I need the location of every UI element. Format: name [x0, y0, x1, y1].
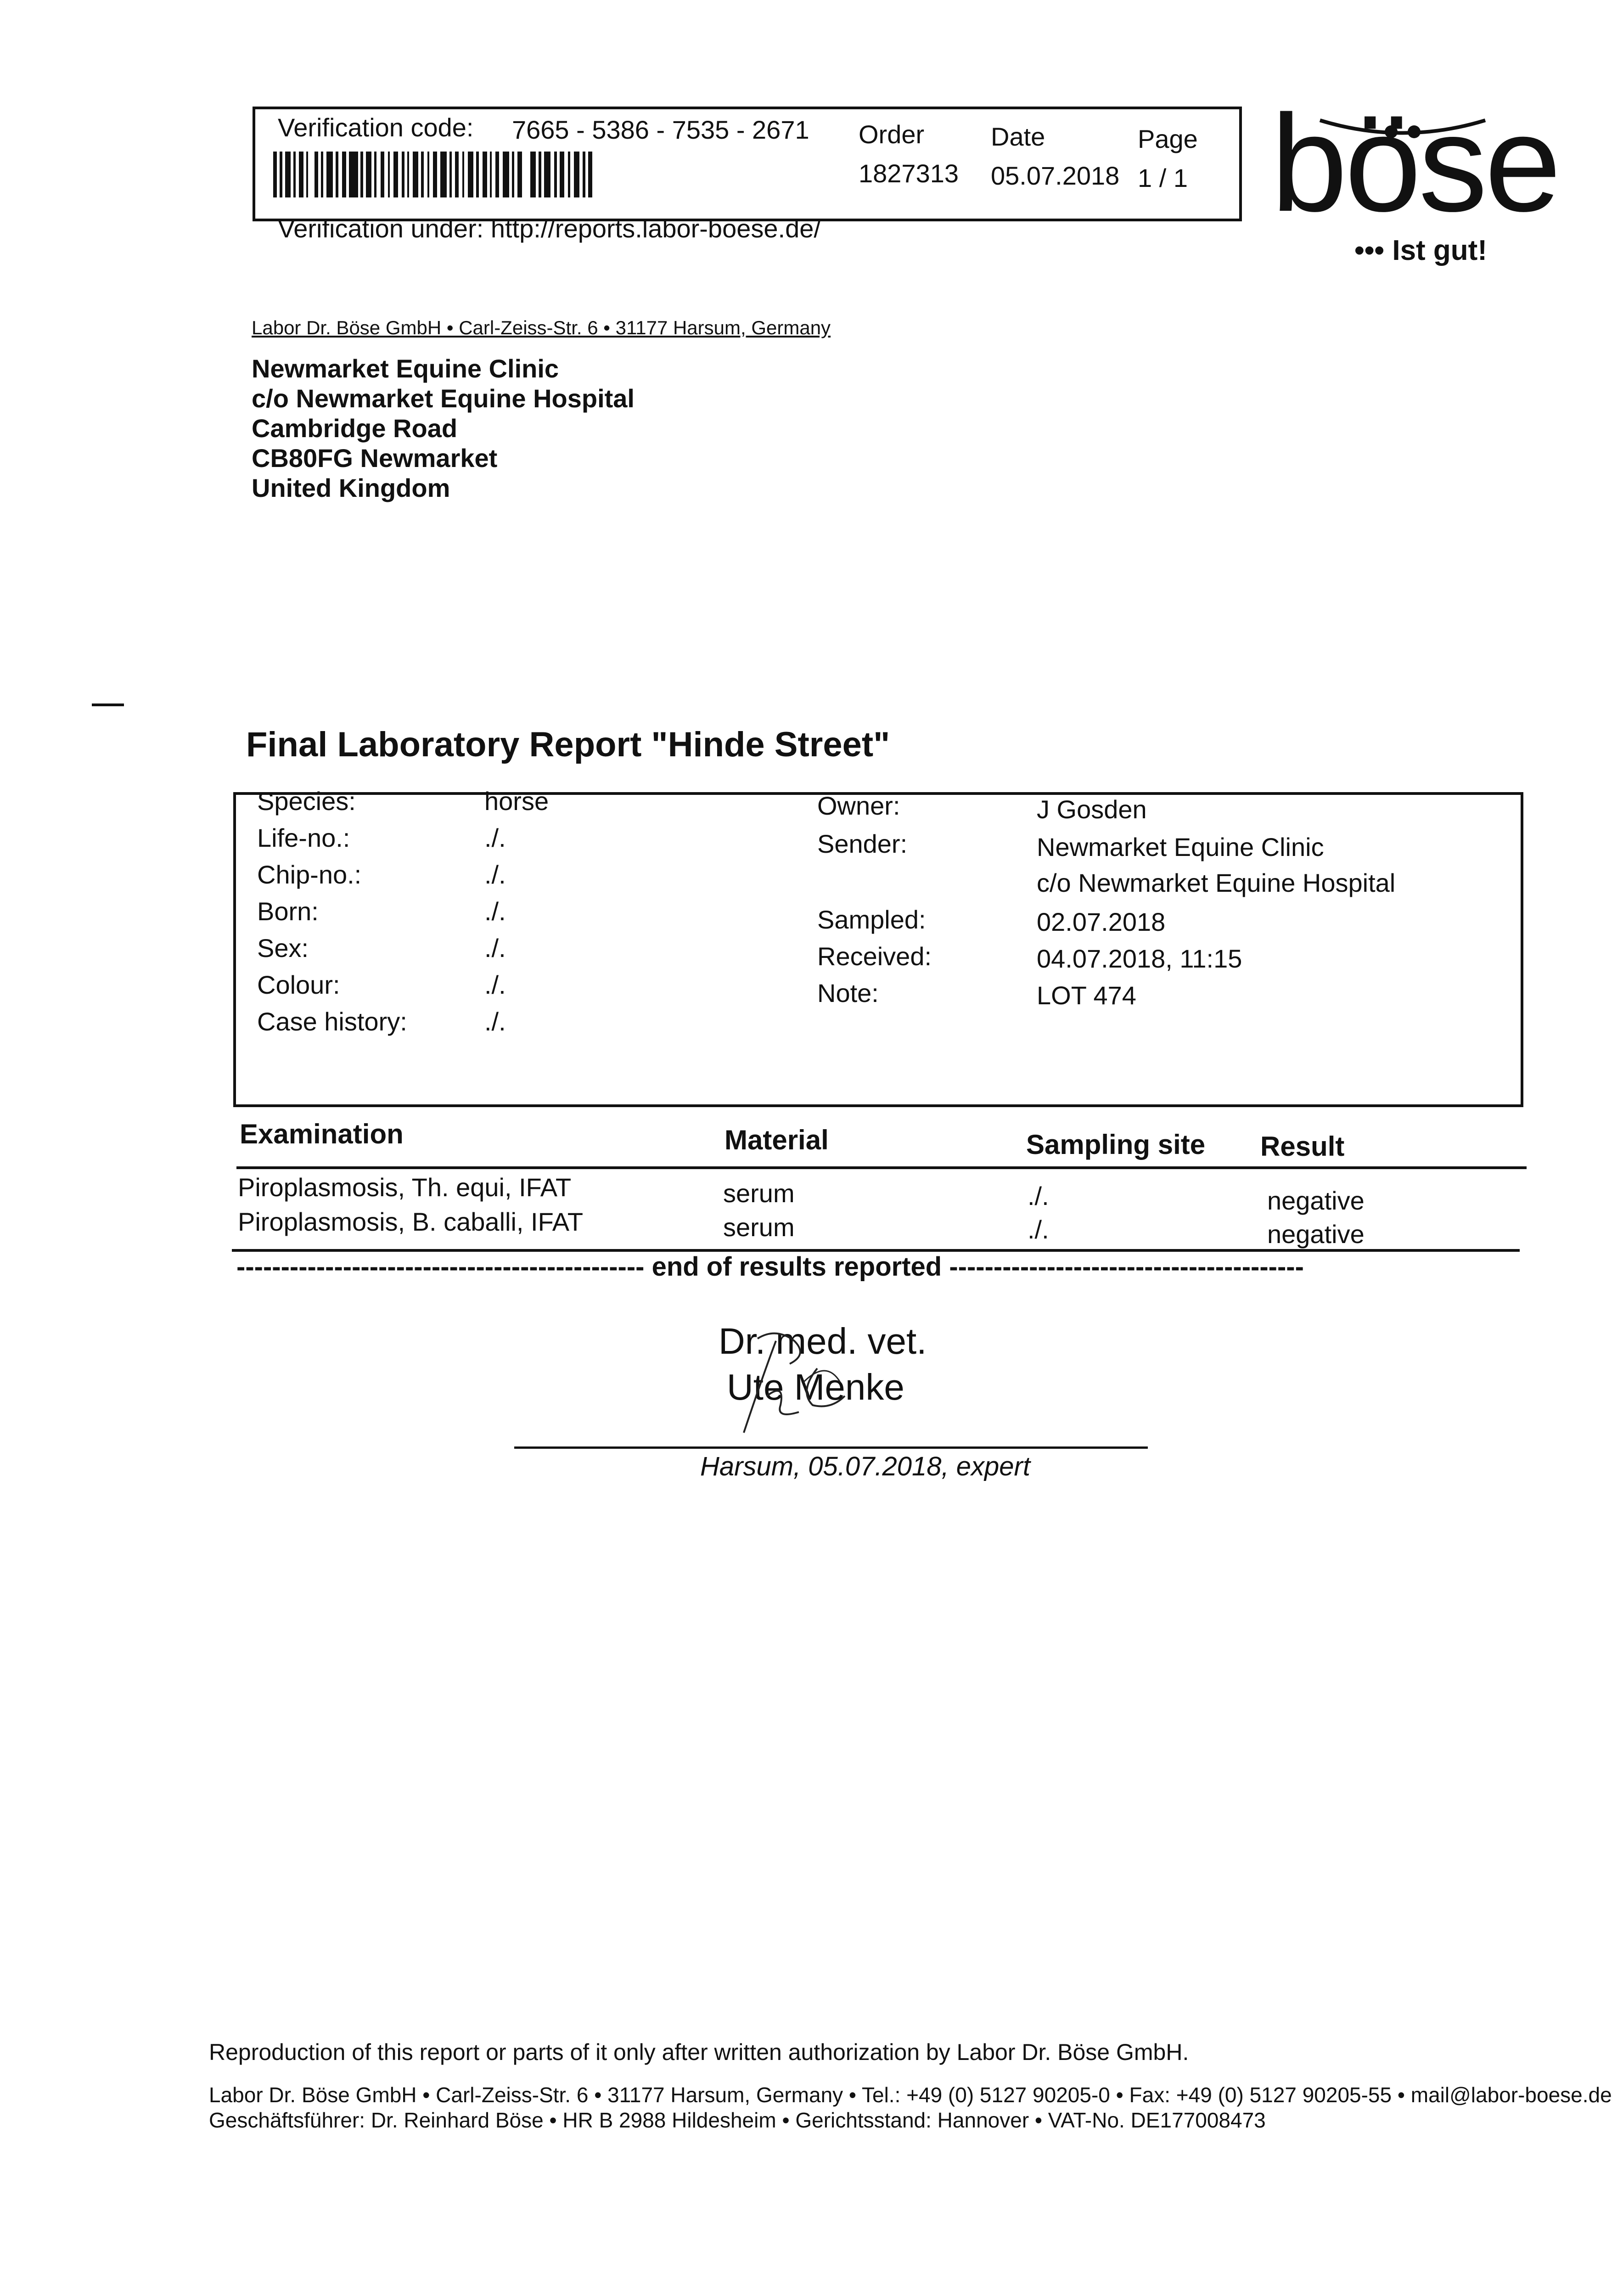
sender-return-address: Labor Dr. Böse GmbH • Carl-Zeiss-Str. 6 • 31177 Harsum, Germany — [252, 317, 831, 338]
footer-reproduction-notice: Reproduction of this report or parts of it only after written authorization by Labor Dr. Böse GmbH. — [209, 2039, 1189, 2065]
table-row-material: serum — [723, 1179, 795, 1208]
handwritten-signature — [707, 1313, 937, 1442]
order-value: 1827313 — [859, 159, 959, 188]
table-row-sampling-site: ./. — [1028, 1215, 1049, 1244]
life-no-label: Life-no.: — [257, 823, 350, 852]
owner-value: J Gosden — [1037, 795, 1147, 824]
footer-company-registration: Geschäftsführer: Dr. Reinhard Böse • HR B 2988 Hildesheim • Gerichtsstand: Hannover • VAT-No. DE177008473 — [209, 2108, 1266, 2132]
examination-header: Examination — [240, 1119, 404, 1149]
table-header-rule — [236, 1166, 1527, 1169]
table-row-result: negative — [1267, 1186, 1365, 1215]
received-value: 04.07.2018, 11:15 — [1037, 944, 1242, 973]
page-label: Page — [1138, 124, 1198, 153]
life-no-value: ./. — [484, 823, 506, 852]
species-label: Species: — [257, 787, 356, 816]
born-label: Born: — [257, 897, 319, 926]
species-value: horse — [484, 787, 549, 816]
owner-label: Owner: — [817, 791, 900, 820]
verification-code-value: 7665 - 5386 - 7535 - 2671 — [512, 115, 809, 144]
footer-company-contact: Labor Dr. Böse GmbH • Carl-Zeiss-Str. 6 • 31177 Harsum, Germany • Tel.: +49 (0) 5127 90205-0 • Fax: +49 (0) 5127 90205-55 • mail@labor-boese.de — [209, 2083, 1612, 2107]
note-value: LOT 474 — [1037, 981, 1136, 1010]
chip-no-label: Chip-no.: — [257, 860, 362, 889]
address-line: CB80FG Newmarket — [252, 444, 498, 473]
report-title: Final Laboratory Report "Hinde Street" — [246, 725, 890, 764]
table-row-examination: Piroplasmosis, B. caballi, IFAT — [238, 1207, 584, 1236]
logo-tagline: ••• Ist gut! — [1354, 235, 1487, 266]
order-label: Order — [859, 120, 925, 149]
barcode-image — [273, 152, 592, 197]
case-history-label: Case history: — [257, 1007, 407, 1036]
material-header: Material — [724, 1125, 829, 1155]
signature-title: Dr. med. vet. — [719, 1321, 927, 1362]
address-line: United Kingdom — [252, 473, 450, 502]
verification-url: Verification under: http://reports.labor-boese.de/ — [278, 214, 821, 243]
address-line: Cambridge Road — [252, 414, 458, 443]
sampled-value: 02.07.2018 — [1037, 907, 1166, 936]
table-row-result: negative — [1267, 1220, 1365, 1249]
colour-label: Colour: — [257, 970, 340, 999]
sender-value: Newmarket Equine Clinic — [1037, 833, 1324, 861]
table-row-sampling-site: ./. — [1028, 1182, 1049, 1210]
verification-code-label: Verification code: — [278, 113, 474, 142]
sampling-site-header: Sampling site — [1026, 1129, 1206, 1160]
sex-label: Sex: — [257, 934, 309, 962]
sender-value: c/o Newmarket Equine Hospital — [1037, 868, 1396, 897]
born-value: ./. — [484, 897, 506, 926]
address-line: Newmarket Equine Clinic — [252, 354, 559, 383]
received-label: Received: — [817, 942, 932, 971]
date-label: Date — [991, 122, 1045, 151]
bose-logo: böse — [1271, 86, 1559, 240]
table-row-examination: Piroplasmosis, Th. equi, IFAT — [238, 1173, 572, 1202]
address-line: c/o Newmarket Equine Hospital — [252, 384, 635, 413]
note-label: Note: — [817, 979, 879, 1007]
result-header: Result — [1260, 1131, 1345, 1162]
chip-no-value: ./. — [484, 860, 506, 889]
case-history-value: ./. — [484, 1007, 506, 1036]
fold-mark — [92, 703, 124, 706]
page-value: 1 / 1 — [1138, 163, 1188, 192]
date-value: 05.07.2018 — [991, 161, 1120, 190]
colour-value: ./. — [484, 970, 506, 999]
signature-line — [514, 1446, 1148, 1449]
signature-place-date: Harsum, 05.07.2018, expert — [700, 1452, 1030, 1481]
signature-name: Ute Menke — [727, 1367, 904, 1407]
sampled-label: Sampled: — [817, 905, 926, 934]
end-of-results: ---------------------------------------------- end of results reported ---------------------------------------- — [236, 1252, 1304, 1282]
sex-value: ./. — [484, 934, 506, 962]
sender-label: Sender: — [817, 829, 908, 858]
table-row-material: serum — [723, 1213, 795, 1242]
